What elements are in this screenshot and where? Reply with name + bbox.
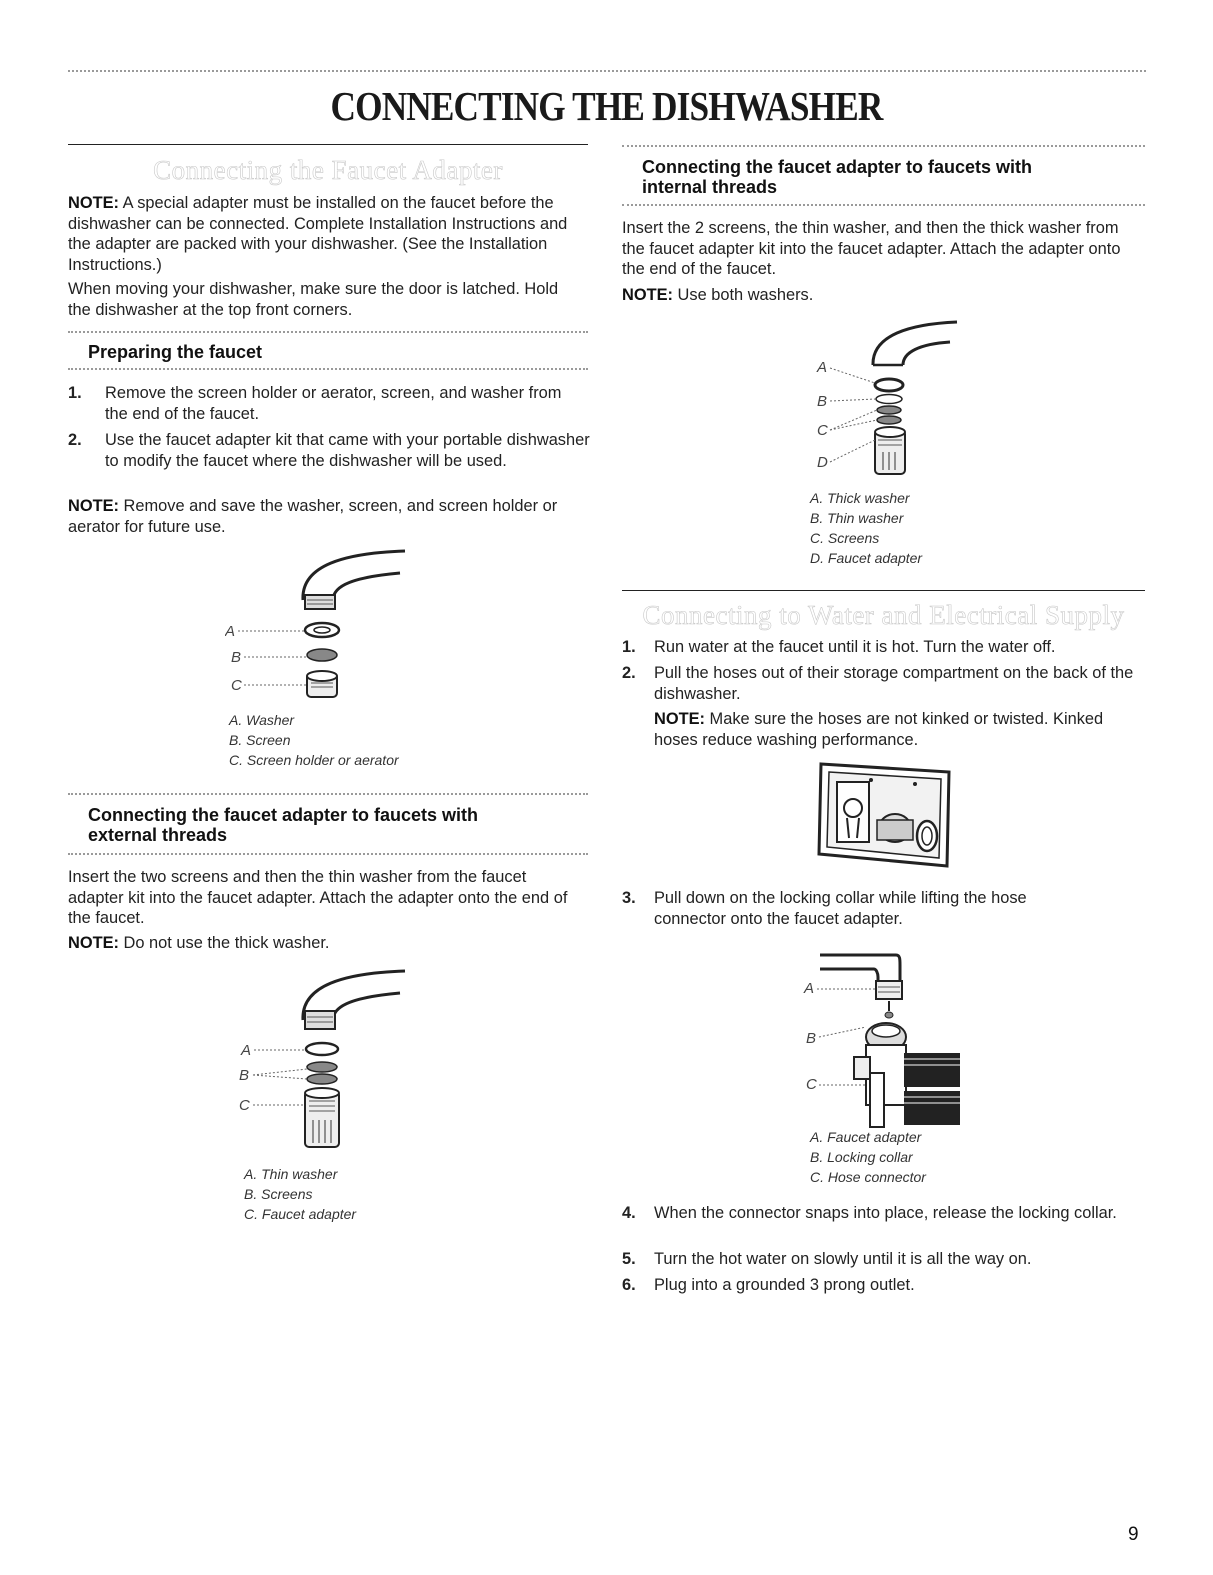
fig2-label-c: C	[239, 1097, 250, 1114]
fig3-label-a: A	[817, 359, 828, 376]
hose-storage-figure	[815, 758, 955, 873]
fig2-caption-a: A. Thin washer	[244, 1166, 338, 1182]
page-number: 9	[1128, 1524, 1139, 1545]
fig1-caption-b: B. Screen	[229, 732, 291, 748]
fig5-caption-b: B. Locking collar	[810, 1149, 913, 1165]
supply-section-rule	[622, 590, 1145, 591]
internal-rule-bottom	[622, 204, 1145, 206]
fig3-caption-b: B. Thin washer	[810, 510, 904, 526]
fig5-label-c: C	[806, 1076, 817, 1093]
fig1-label-c: C	[231, 677, 242, 694]
internal-rule-top	[622, 145, 1145, 147]
fig5-caption-c: C. Hose connector	[810, 1169, 926, 1185]
preparing-heading: Preparing the faucet	[88, 342, 263, 362]
external-threads-figure	[225, 965, 425, 1160]
note-special-adapter: NOTE: A special adapter must be installed on the faucet before the dishwasher can be connected. Complete Installation Instructions and the adapter are packed with your dishwasher. (See the Installation Instructions.)	[68, 194, 568, 274]
moving-instructions: When moving your dishwasher, make sure the door is latched. Hold the dishwasher at the top front corners.	[68, 280, 559, 319]
fig1-label-a: A	[225, 623, 236, 640]
section-title-faucet-adapter: Connecting the Faucet Adapter	[153, 155, 503, 185]
fig5-label-a: A	[804, 980, 815, 997]
preparing-rule-top	[68, 331, 588, 333]
external-rule-bottom	[68, 853, 588, 855]
external-heading-line2: external threads	[88, 825, 228, 845]
page-title: CONNECTING THE DISHWASHER	[330, 83, 883, 129]
external-heading-line1: Connecting the faucet adapter to faucets with	[88, 805, 479, 825]
fig5-caption-a: A. Faucet adapter	[810, 1129, 922, 1145]
fig1-caption-a: A. Washer	[229, 712, 295, 728]
faucet-disassembly-figure	[225, 545, 425, 710]
left-section-rule	[68, 144, 588, 145]
fig1-label-b: B	[231, 649, 242, 666]
section-title-water-electrical: Connecting to Water and Electrical Supply	[642, 600, 1125, 630]
external-rule-top	[68, 793, 588, 795]
internal-heading-line2: internal threads	[642, 177, 778, 197]
fig3-label-c: C	[817, 422, 828, 439]
fig2-caption-c: C. Faucet adapter	[244, 1206, 357, 1222]
fig3-label-d: D	[817, 454, 828, 471]
supply-note: NOTE: Make sure the hoses are not kinked or twisted. Kinked hoses reduce washing performance.	[654, 710, 1104, 749]
fig2-label-b: B	[239, 1067, 250, 1084]
internal-heading-line1: Connecting the faucet adapter to faucets with	[642, 157, 1033, 177]
top-divider	[68, 70, 1146, 72]
internal-threads-figure	[800, 320, 970, 480]
fig3-caption-a: A. Thick washer	[810, 490, 910, 506]
external-note: NOTE: Do not use the thick washer.	[68, 934, 330, 952]
preparing-rule-bottom	[68, 368, 588, 370]
fig5-label-b: B	[806, 1030, 817, 1047]
fig3-caption-c: C. Screens	[810, 530, 880, 546]
fig3-caption-d: D. Faucet adapter	[810, 550, 923, 566]
preparing-note: NOTE: Remove and save the washer, screen, and screen holder or aerator for future use.	[68, 497, 558, 536]
fig2-caption-b: B. Screens	[244, 1186, 313, 1202]
fig1-caption-c: C. Screen holder or aerator	[229, 752, 399, 768]
internal-instructions: Insert the 2 screens, the thin washer, and then the thick washer from the faucet adapter kit into the faucet adapter. Attach the adapter onto the end of the faucet.	[622, 219, 1121, 278]
hose-connector-figure	[800, 945, 970, 1135]
internal-note: NOTE: Use both washers.	[622, 286, 814, 304]
fig2-label-a: A	[241, 1042, 252, 1059]
fig3-label-b: B	[817, 393, 828, 410]
external-instructions: Insert the two screens and then the thin washer from the faucet adapter kit into the faucet adapter. Attach the adapter onto the end of the faucet.	[68, 868, 568, 927]
